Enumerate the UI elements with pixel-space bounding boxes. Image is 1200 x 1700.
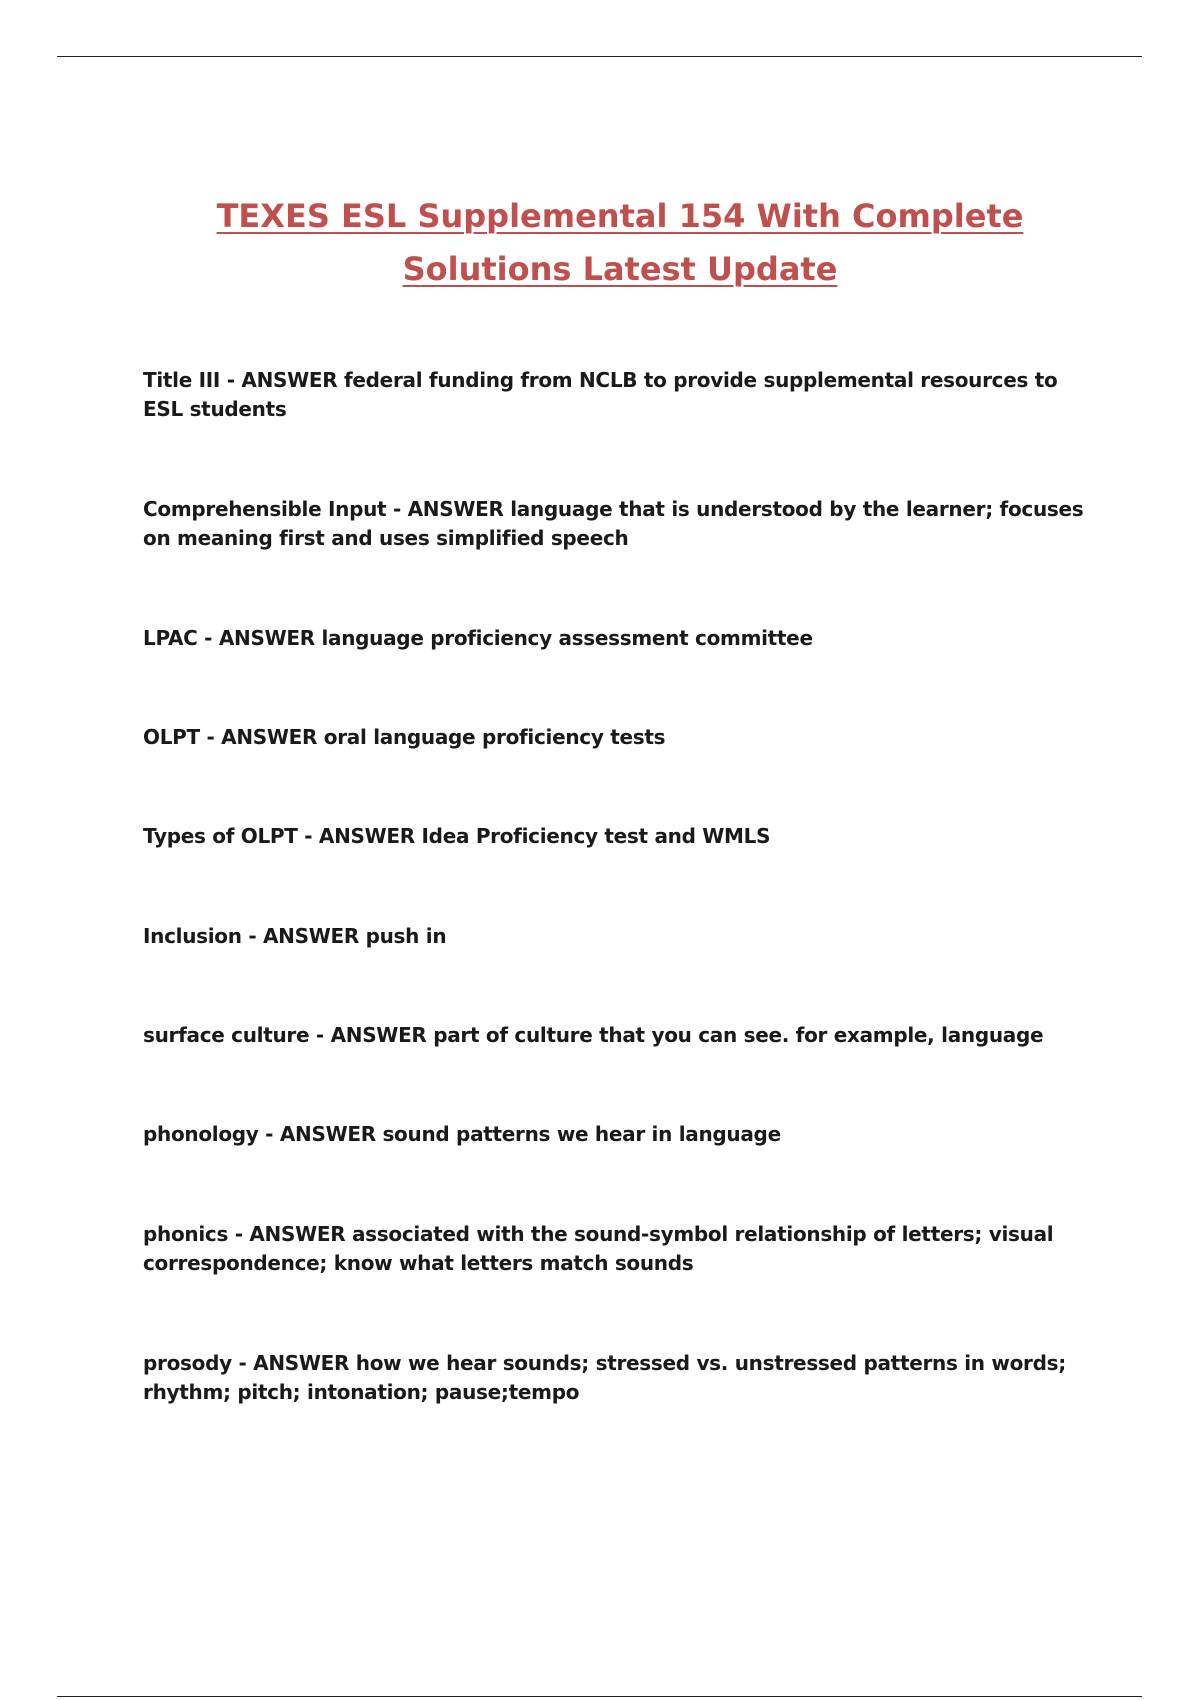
- document-title: [140, 190, 1100, 296]
- entry-types-of-olpt: Types of OLPT - ANSWER Idea Proficiency test and WMLS: [143, 824, 771, 848]
- entry-phonics: phonics - ANSWER associated with the sound-symbol relationship of letters; visual correspondence; know what letters match sounds: [143, 1222, 1054, 1275]
- entry-olpt: OLPT - ANSWER oral language proficiency tests: [143, 725, 666, 749]
- entry-prosody: prosody - ANSWER how we hear sounds; stressed vs. unstressed patterns in words; rhythm; pitch; intonation; pause;tempo: [143, 1351, 1066, 1404]
- entry-lpac: LPAC - ANSWER language proficiency assessment committee: [143, 626, 813, 650]
- entry-title-iii: Title III - ANSWER federal funding from NCLB to provide supplemental resources to ESL students: [143, 368, 1058, 421]
- entry-phonology: phonology - ANSWER sound patterns we hear in language: [143, 1122, 781, 1146]
- title-line-1: TEXES ESL Supplemental 154 With Complete: [216, 197, 1024, 235]
- entry-comprehensible-input: Comprehensible Input - ANSWER language that is understood by the learner; focuses on meaning first and uses simplified speech: [143, 497, 1084, 550]
- bottom-rule: [57, 1696, 1142, 1697]
- entry-surface-culture: surface culture - ANSWER part of culture that you can see. for example, language: [143, 1023, 1044, 1047]
- top-rule: [57, 56, 1142, 57]
- title-line-2: Solutions Latest Update: [402, 250, 838, 288]
- entry-inclusion: Inclusion - ANSWER push in: [143, 924, 447, 948]
